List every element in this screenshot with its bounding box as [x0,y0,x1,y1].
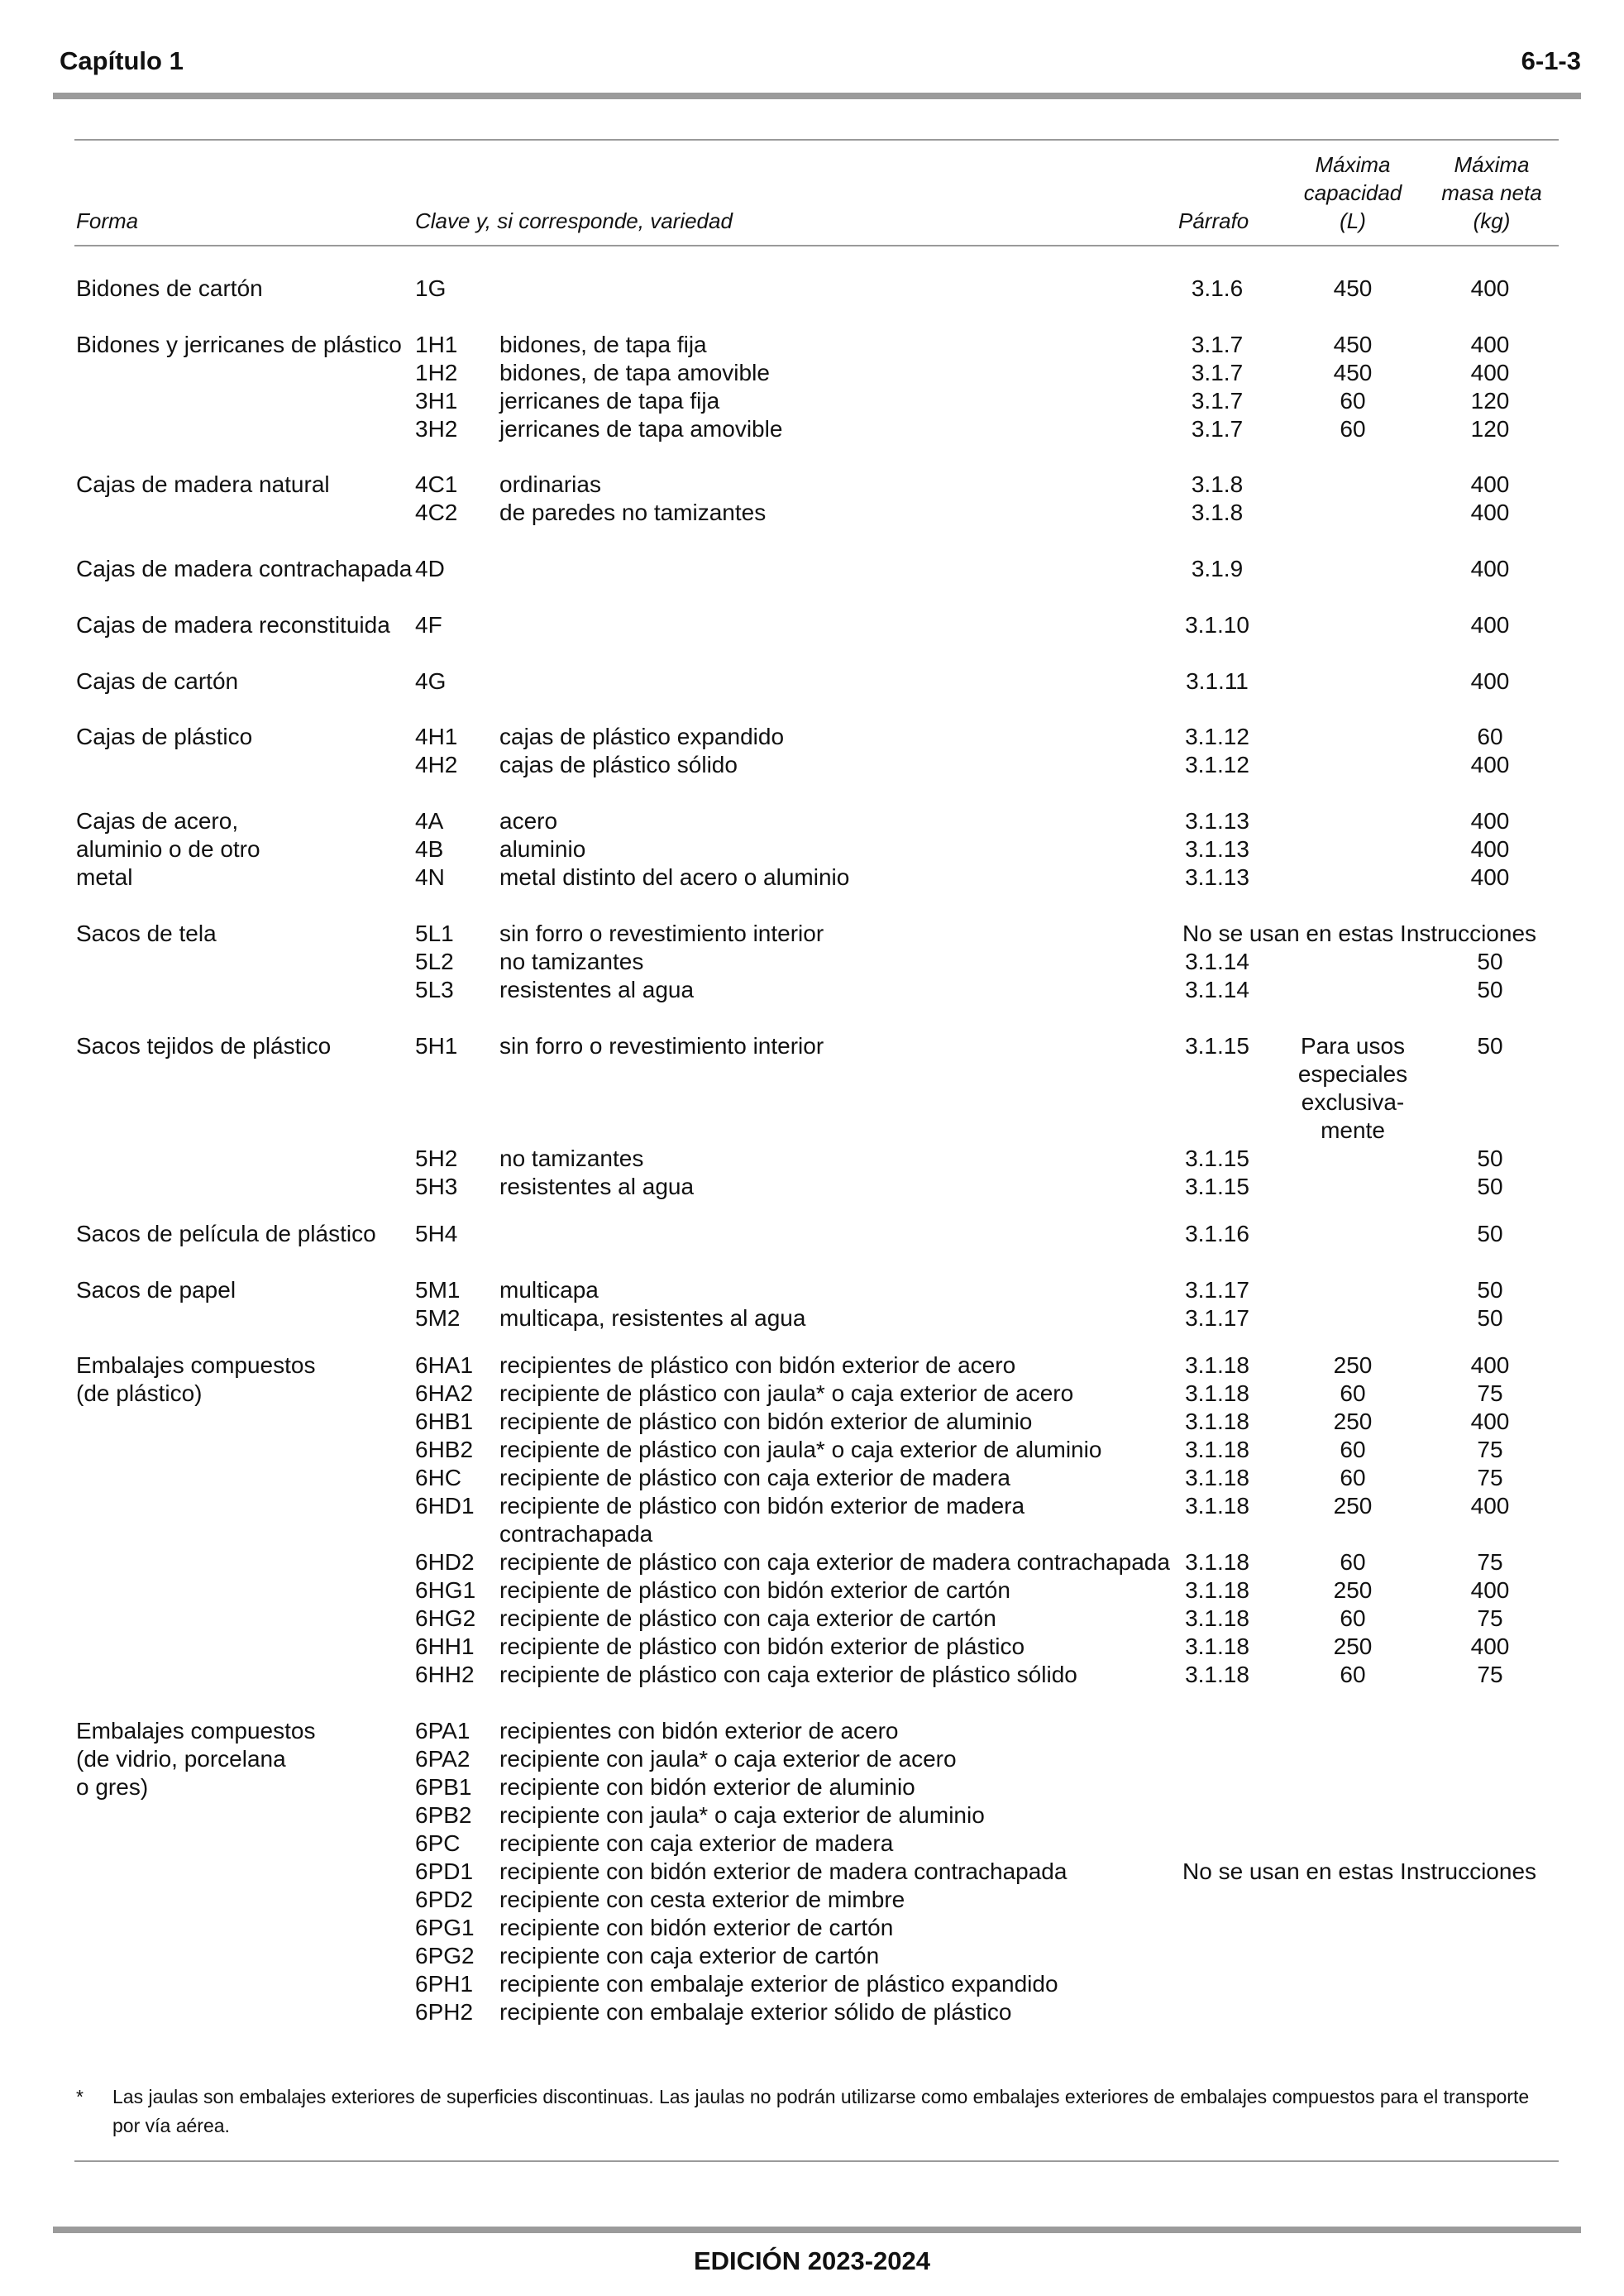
row-code: 5H1 [415,1033,458,1059]
row-masa: 400 [1470,668,1510,694]
row-code: 6PH1 [415,1971,474,1997]
row-forma: Cajas de acero, [76,808,239,834]
row-code: 6PG2 [415,1943,475,1968]
row-capacidad: 60 [1340,1465,1366,1490]
row-code: 5H4 [415,1221,458,1246]
row-code: 4B [415,836,444,862]
table-row [0,1088,1624,1117]
row-forma: Sacos tejidos de plástico [76,1033,332,1059]
row-note: No se usan en estas Instrucciones [1182,1858,1537,1884]
row-code: 5H3 [415,1174,458,1199]
row-parrafo: 3.1.16 [1185,1221,1249,1246]
row-masa: 50 [1477,1221,1503,1246]
row-code: 6HA1 [415,1352,474,1378]
row-forma: (de plástico) [76,1380,203,1406]
row-capacidad: 250 [1333,1352,1373,1378]
row-parrafo: 3.1.18 [1185,1577,1249,1603]
row-code: 3H2 [415,416,458,442]
table-row [0,667,1624,696]
row-variety: recipiente de plástico con caja exterior de madera contrachapada [499,1549,1170,1575]
row-parrafo: 3.1.18 [1185,1352,1249,1378]
table-row [0,1145,1624,1173]
row-code: 6HH2 [415,1662,475,1687]
table-row [0,1970,1624,1998]
table-row [0,1633,1624,1661]
row-masa: 75 [1477,1605,1503,1631]
row-parrafo: 3.1.7 [1191,388,1244,414]
row-masa: 400 [1470,1577,1510,1603]
row-masa: 50 [1477,1277,1503,1303]
row-variety: jerricanes de tapa amovible [499,416,783,442]
row-code: 4H1 [415,724,458,749]
row-variety: multicapa [499,1277,599,1303]
header-rule [53,93,1581,99]
row-capacidad: 60 [1340,388,1366,414]
row-variety: aluminio [499,836,586,862]
row-capacidad: 250 [1333,1634,1373,1659]
table-row [0,976,1624,1004]
table-row [0,1464,1624,1492]
col-head-masa-line: masa neta [1441,180,1542,205]
table-top-rule [74,139,1559,141]
row-code: 6PB2 [415,1802,472,1828]
row-variety: recipiente con caja exterior de cartón [499,1943,880,1968]
row-variety: recipiente de plástico con bidón exterior de aluminio [499,1409,1033,1434]
row-variety: recipiente con jaula* o caja exterior de aluminio [499,1802,985,1828]
row-parrafo: 3.1.12 [1185,752,1249,777]
table-row [0,835,1624,863]
row-masa: 400 [1470,471,1510,497]
row-parrafo: 3.1.15 [1185,1174,1249,1199]
row-capacidad: 450 [1333,275,1373,301]
row-code: 5L3 [415,977,454,1002]
table-row [0,807,1624,835]
row-code: 6HB2 [415,1437,474,1462]
row-masa: 400 [1470,836,1510,862]
table-row [0,499,1624,527]
row-capacidad: especiales [1297,1061,1408,1087]
row-variety: recipiente con jaula* o caja exterior de acero [499,1746,957,1772]
table-row [0,948,1624,976]
row-code: 1H2 [415,360,458,385]
table-row [0,1173,1624,1201]
row-parrafo: 3.1.13 [1185,836,1249,862]
row-variety: recipiente de plástico con jaula* o caja exterior de acero [499,1380,1074,1406]
row-masa: 400 [1470,332,1510,357]
table-row [0,920,1624,948]
row-variety: recipientes con bidón exterior de acero [499,1718,899,1744]
row-variety: cajas de plástico expandido [499,724,785,749]
edition-label: EDICIÓN 2023-2024 [693,2246,931,2275]
row-variety: recipiente de plástico con caja exterior de cartón [499,1605,996,1631]
row-capacidad: exclusiva- [1301,1089,1405,1115]
table-row [0,1520,1624,1548]
row-parrafo: 3.1.8 [1191,500,1244,525]
row-parrafo: 3.1.7 [1191,416,1244,442]
row-variety: recipiente con caja exterior de madera [499,1830,894,1856]
row-code: 4F [415,612,442,638]
row-code: 4G [415,668,447,694]
row-variety: acero [499,808,558,834]
row-parrafo: 3.1.7 [1191,332,1244,357]
row-forma: Sacos de película de plástico [76,1221,376,1246]
row-code: 1H1 [415,332,458,357]
row-masa: 50 [1477,1174,1503,1199]
row-forma: Bidones y jerricanes de plástico [76,332,402,357]
table-row [0,723,1624,751]
row-masa: 120 [1470,416,1510,442]
row-parrafo: 3.1.13 [1185,808,1249,834]
row-masa: 400 [1470,612,1510,638]
row-code: 6HD2 [415,1549,475,1575]
table-row [0,863,1624,892]
row-forma: Bidones de cartón [76,275,263,301]
row-masa: 400 [1470,1493,1510,1519]
row-masa: 50 [1477,977,1503,1002]
table-row [0,1717,1624,1745]
table-row [0,1830,1624,1858]
col-head-masa-line: (kg) [1473,208,1511,233]
row-masa: 50 [1477,1033,1503,1059]
row-parrafo: 3.1.14 [1185,949,1249,974]
row-variety: recipiente de plástico con bidón exterior de plástico [499,1634,1025,1659]
row-parrafo: 3.1.18 [1185,1605,1249,1631]
table-row [0,471,1624,499]
table-bottom-rule [74,2160,1559,2162]
table-row [0,387,1624,415]
page-number: 6-1-3 [1521,46,1581,75]
table-row [0,1773,1624,1801]
row-masa: 400 [1470,752,1510,777]
row-forma: Embalajes compuestos [76,1352,316,1378]
row-code: 6PD2 [415,1887,474,1912]
table-row [0,1351,1624,1380]
col-head-capacidad-line: capacidad [1303,180,1402,205]
table-row [0,1801,1624,1830]
table-row [0,1408,1624,1436]
row-parrafo: 3.1.15 [1185,1033,1249,1059]
row-code: 6PH2 [415,1999,474,2025]
row-parrafo: 3.1.9 [1191,556,1244,581]
row-capacidad: 250 [1333,1577,1373,1603]
row-code: 6HG1 [415,1577,476,1603]
row-variety: recipiente de plástico con caja exterior de plástico sólido [499,1662,1077,1687]
row-forma: Cajas de cartón [76,668,239,694]
row-parrafo: 3.1.12 [1185,724,1249,749]
table-row [0,1060,1624,1088]
row-code: 5M1 [415,1277,461,1303]
row-code: 4A [415,808,444,834]
row-variety: de paredes no tamizantes [499,500,767,525]
table-row [0,331,1624,359]
row-capacidad: 60 [1340,1549,1366,1575]
row-parrafo: 3.1.7 [1191,360,1244,385]
row-code: 6HC [415,1465,462,1490]
table-row [0,1492,1624,1520]
row-parrafo: 3.1.13 [1185,864,1249,890]
row-forma: metal [76,864,133,890]
row-variety: recipientes de plástico con bidón exterior de acero [499,1352,1016,1378]
row-masa: 50 [1477,1146,1503,1171]
col-head-parrafo: Párrafo [1178,208,1249,233]
row-variety: bidones, de tapa fija [499,332,707,357]
row-forma: Cajas de madera natural [76,471,330,497]
table-row [0,611,1624,639]
row-parrafo: 3.1.17 [1185,1277,1249,1303]
row-code: 4H2 [415,752,458,777]
row-code: 6HD1 [415,1493,475,1519]
row-capacidad: 250 [1333,1409,1373,1434]
row-parrafo: 3.1.10 [1185,612,1249,638]
row-variety: cajas de plástico sólido [499,752,738,777]
col-head-forma: Forma [76,208,139,233]
row-variety: recipiente de plástico con bidón exterior de madera [499,1493,1025,1519]
row-masa: 75 [1477,1662,1503,1687]
row-parrafo: 3.1.18 [1185,1380,1249,1406]
row-code: 4C1 [415,471,458,497]
row-masa: 75 [1477,1465,1503,1490]
row-variety: recipiente con cesta exterior de mimbre [499,1887,905,1912]
table-row [0,1548,1624,1576]
row-variety: bidones, de tapa amovible [499,360,770,385]
row-masa: 400 [1470,556,1510,581]
row-code: 6HB1 [415,1409,474,1434]
table-row [0,1380,1624,1408]
row-variety: resistentes al agua [499,1174,695,1199]
row-capacidad: 450 [1333,332,1373,357]
col-head-masa-line: Máxima [1454,152,1530,177]
row-capacidad: Para usos [1300,1033,1406,1059]
table-row [0,1220,1624,1248]
row-code: 1G [415,275,447,301]
table-row [0,555,1624,583]
row-code: 5H2 [415,1146,458,1171]
row-masa: 400 [1470,1634,1510,1659]
row-masa: 400 [1470,500,1510,525]
row-code: 6PD1 [415,1858,474,1884]
row-parrafo: 3.1.8 [1191,471,1244,497]
row-variety: contrachapada [499,1521,653,1547]
row-masa: 50 [1477,1305,1503,1331]
table-row [0,359,1624,387]
row-parrafo: 3.1.6 [1191,275,1244,301]
row-capacidad: 60 [1340,1605,1366,1631]
row-masa: 400 [1470,1352,1510,1378]
table-row [0,415,1624,443]
row-code: 5M2 [415,1305,461,1331]
row-forma: Sacos de tela [76,921,217,946]
chapter-title: Capítulo 1 [60,46,184,75]
col-head-capacidad-line: (L) [1340,208,1366,233]
table-row [0,1745,1624,1773]
table-row [0,1914,1624,1942]
row-masa: 50 [1477,949,1503,974]
row-variety: recipiente de plástico con caja exterior de madera [499,1465,1010,1490]
table-row [0,1605,1624,1633]
row-capacidad: 60 [1340,1380,1366,1406]
row-capacidad: 60 [1340,416,1366,442]
table-row [0,1942,1624,1970]
row-note: No se usan en estas Instrucciones [1182,921,1537,946]
table-row [0,1436,1624,1464]
column-header-rule [74,245,1559,246]
row-capacidad: 60 [1340,1437,1366,1462]
row-variety: jerricanes de tapa fija [499,388,720,414]
row-capacidad: mente [1321,1117,1385,1143]
row-capacidad: 250 [1333,1493,1373,1519]
row-variety: no tamizantes [499,949,644,974]
row-parrafo: 3.1.18 [1185,1465,1249,1490]
table-row [0,1276,1624,1304]
row-variety: sin forro o revestimiento interior [499,1033,824,1059]
row-variety: recipiente de plástico con bidón exterior de cartón [499,1577,1010,1603]
row-variety: recipiente de plástico con jaula* o caja exterior de aluminio [499,1437,1102,1462]
row-forma: o gres) [76,1774,149,1800]
row-variety: sin forro o revestimiento interior [499,921,824,946]
row-variety: recipiente con embalaje exterior de plástico expandido [499,1971,1058,1997]
table-row [0,1998,1624,2026]
row-variety: recipiente con embalaje exterior sólido de plástico [499,1999,1012,2025]
row-code: 3H1 [415,388,458,414]
row-forma: aluminio o de otro [76,836,260,862]
row-code: 6HH1 [415,1634,475,1659]
table-row [0,1032,1624,1060]
row-variety: ordinarias [499,471,601,497]
row-code: 6PA1 [415,1718,470,1744]
row-parrafo: 3.1.14 [1185,977,1249,1002]
row-masa: 400 [1470,864,1510,890]
row-code: 6PC [415,1830,461,1856]
row-variety: no tamizantes [499,1146,644,1171]
row-masa: 75 [1477,1380,1503,1406]
row-forma: Cajas de madera reconstituida [76,612,390,638]
footnote-text: Las jaulas son embalajes exteriores de superficies discontinuas. Las jaulas no podrán utilizarse como embalajes exteriores de embalajes compuestos para el transporte por vía aérea. [112,2086,1530,2136]
row-code: 4C2 [415,500,458,525]
column-headers [0,149,1624,240]
row-code: 6HG2 [415,1605,476,1631]
row-capacidad: 450 [1333,360,1373,385]
row-parrafo: 3.1.15 [1185,1146,1249,1171]
row-variety: recipiente con bidón exterior de cartón [499,1915,894,1940]
row-code: 6PB1 [415,1774,472,1800]
row-forma: Embalajes compuestos [76,1718,316,1744]
table-row [0,751,1624,779]
row-forma: (de vidrio, porcelana [76,1746,286,1772]
table-row [0,1886,1624,1914]
col-head-clave: Clave y, si corresponde, variedad [415,208,733,233]
row-parrafo: 3.1.18 [1185,1409,1249,1434]
row-parrafo: 3.1.18 [1185,1437,1249,1462]
row-parrafo: 3.1.18 [1185,1493,1249,1519]
row-variety: multicapa, resistentes al agua [499,1305,806,1331]
footer-rule [53,2227,1581,2233]
row-variety: resistentes al agua [499,977,695,1002]
row-parrafo: 3.1.18 [1185,1662,1249,1687]
row-code: 4D [415,556,445,581]
row-variety: recipiente con bidón exterior de madera contrachapada [499,1858,1068,1884]
row-parrafo: 3.1.18 [1185,1634,1249,1659]
row-masa: 75 [1477,1549,1503,1575]
row-masa: 60 [1477,724,1503,749]
row-parrafo: 3.1.18 [1185,1549,1249,1575]
row-code: 4N [415,864,445,890]
row-code: 6PG1 [415,1915,475,1940]
row-masa: 120 [1470,388,1510,414]
row-parrafo: 3.1.17 [1185,1305,1249,1331]
row-variety: recipiente con bidón exterior de aluminio [499,1774,915,1800]
row-masa: 75 [1477,1437,1503,1462]
col-head-masa [1419,151,1564,235]
col-head-capacidad-line: Máxima [1315,152,1391,177]
footnote-mark: * [76,2086,84,2107]
col-head-capacidad [1280,151,1426,235]
table-row [0,1117,1624,1145]
row-forma: Cajas de plástico [76,724,253,749]
row-capacidad: 60 [1340,1662,1366,1687]
row-parrafo: 3.1.11 [1186,668,1249,694]
row-code: 5L2 [415,949,454,974]
row-forma: Cajas de madera contrachapada [76,556,413,581]
row-code: 6HA2 [415,1380,474,1406]
table-row [0,275,1624,303]
row-code: 5L1 [415,921,454,946]
table-row [0,1304,1624,1332]
table-row [0,1858,1624,1886]
row-forma: Sacos de papel [76,1277,236,1303]
row-variety: metal distinto del acero o aluminio [499,864,850,890]
row-masa: 400 [1470,360,1510,385]
row-masa: 400 [1470,275,1510,301]
row-masa: 400 [1470,1409,1510,1434]
row-masa: 400 [1470,808,1510,834]
row-code: 6PA2 [415,1746,470,1772]
page-header [60,46,1581,83]
table-row [0,1576,1624,1605]
table-row [0,1661,1624,1689]
